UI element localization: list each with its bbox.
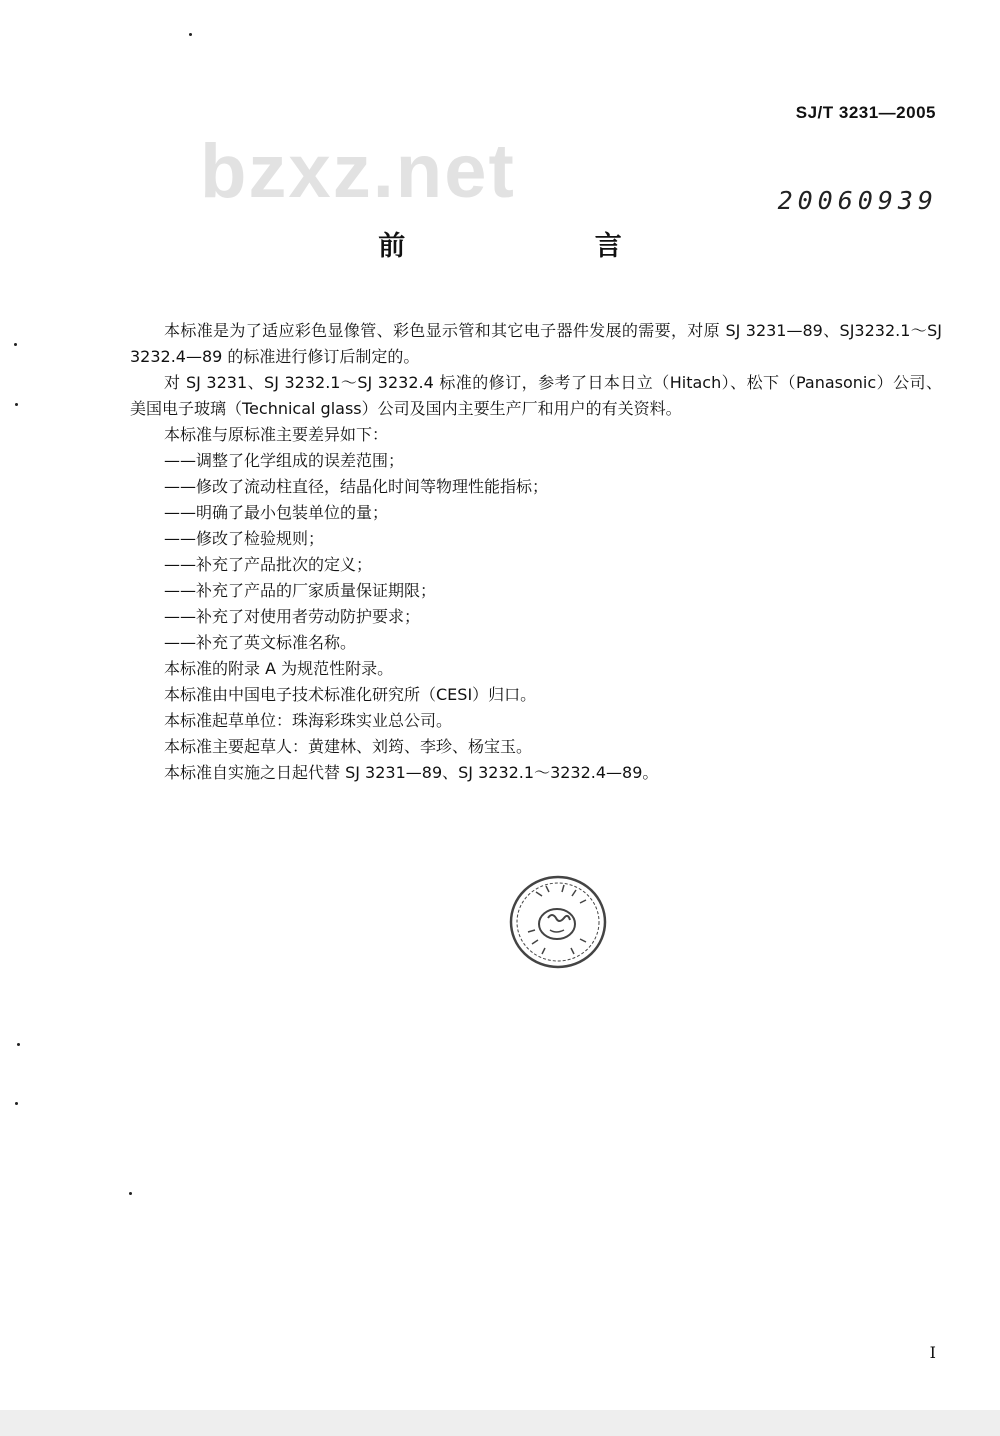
list-item: ——调整了化学组成的误差范围；	[164, 451, 405, 470]
list-item: ——修改了检验规则；	[164, 529, 325, 548]
paragraph-drafters: 本标准主要起草人：黄建林、刘筠、李珍、杨宝玉。	[164, 737, 533, 756]
paragraph-drafting-unit: 本标准起草单位：珠海彩珠实业总公司。	[164, 711, 453, 730]
list-item: ——补充了英文标准名称。	[164, 633, 357, 652]
list-item: ——补充了产品批次的定义；	[164, 555, 373, 574]
paragraph-references: 对 SJ 3231、SJ 3232.1～SJ 3232.4 标准的修订，参考了日本日立（Hitach）、松下（Panasonic）公司、美国电子玻璃（Technical glass）公司及国内主要生产厂和用户的有关资料。	[130, 373, 942, 418]
scan-speck	[129, 1192, 132, 1195]
serial-stamp: 20060939	[777, 186, 938, 215]
scan-speck	[17, 1043, 20, 1046]
page-bottom-edge	[0, 1410, 1000, 1436]
standard-number: SJ/T 3231—2005	[795, 103, 936, 122]
list-item: ——明确了最小包装单位的量；	[164, 503, 389, 522]
list-item: ——补充了产品的厂家质量保证期限；	[164, 581, 437, 600]
paragraph-replacement: 本标准自实施之日起代替 SJ 3231—89、SJ 3232.1～3232.4—89。	[164, 763, 659, 782]
scan-speck	[15, 1102, 18, 1105]
paragraph-administration: 本标准由中国电子技术标准化研究所（CESI）归口。	[164, 685, 537, 704]
page-number: I	[929, 1343, 936, 1362]
scan-speck	[14, 343, 17, 346]
paragraph-appendix: 本标准的附录 A 为规范性附录。	[164, 659, 394, 678]
list-item: ——补充了对使用者劳动防护要求；	[164, 607, 421, 626]
watermark: bzxz.net	[200, 129, 516, 214]
paragraph-differences-intro: 本标准与原标准主要差异如下：	[164, 425, 389, 444]
scan-speck	[189, 33, 192, 36]
list-item: ——修改了流动柱直径，结晶化时间等物理性能指标；	[164, 477, 549, 496]
scan-speck	[15, 403, 18, 406]
official-seal-icon	[506, 872, 610, 972]
preface-body	[130, 318, 942, 786]
paragraph-purpose: 本标准是为了适应彩色显像管、彩色显示管和其它电子器件发展的需要，对原 SJ 3231—89、SJ3232.1～SJ 3232.4—89 的标准进行修订后制定的。	[130, 321, 942, 366]
page-title: 前 言	[378, 231, 712, 262]
